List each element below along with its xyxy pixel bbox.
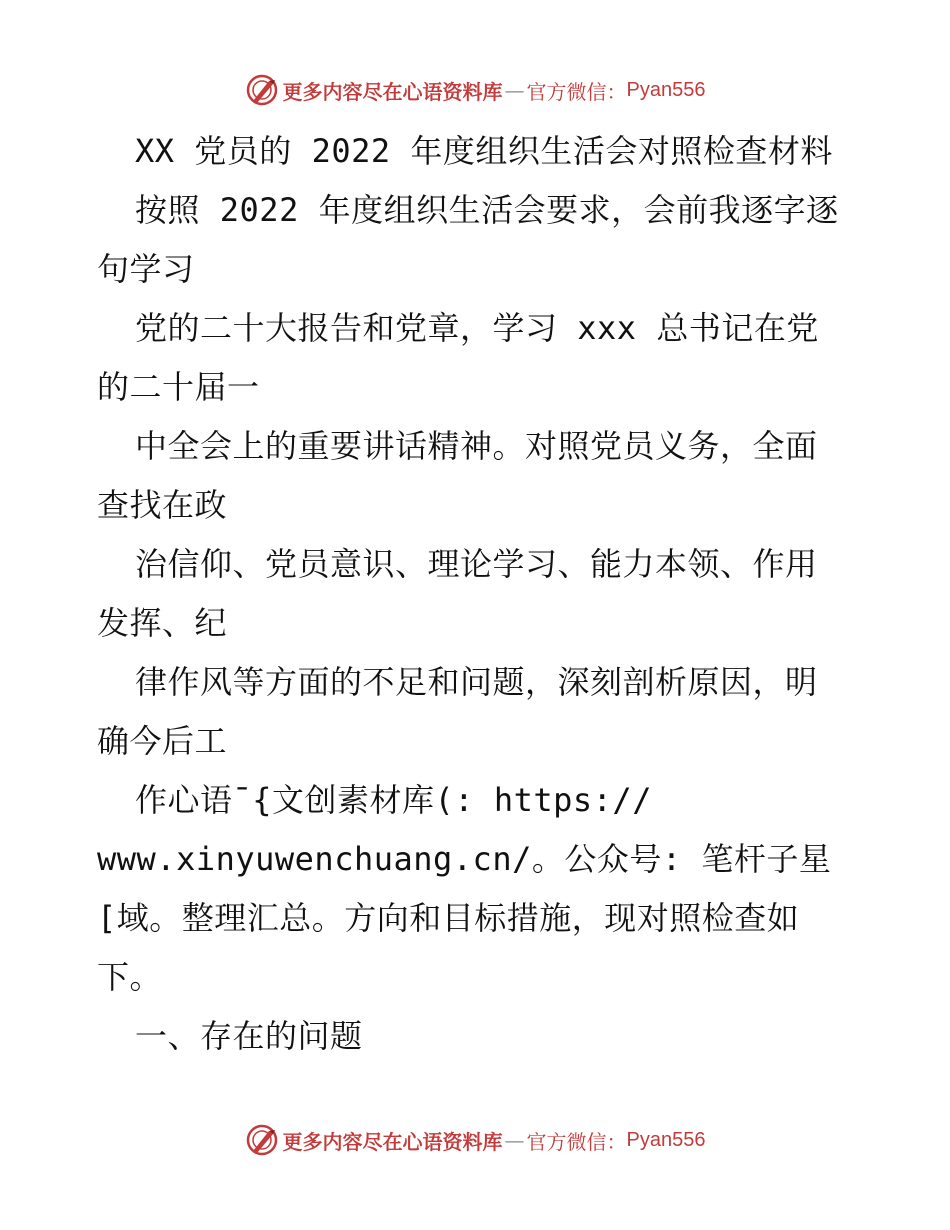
- paragraph-line: 发挥、纪: [97, 604, 228, 642]
- paragraph-line: 律作风等方面的不足和问题，深刻剖析原因，明: [135, 663, 818, 701]
- paragraph-line: 作心语¯{文创素材库(: https://: [135, 781, 652, 819]
- paragraph-line: 的二十届一: [97, 368, 260, 406]
- paragraph-line: 下。: [97, 958, 163, 996]
- document-body: [97, 122, 897, 1066]
- banner-contact-label: 官方微信：: [526, 79, 627, 104]
- banner-contact-id: Pyan556: [626, 1128, 706, 1151]
- paragraph-line: 按照 2022 年度组织生活会要求，会前我逐字逐: [135, 191, 839, 229]
- section-heading: 一、存在的问题: [135, 1017, 363, 1055]
- pen-logo-icon: [245, 73, 279, 107]
- banner-dash: —: [504, 78, 525, 102]
- banner-title: 更多内容尽在心语资料库: [282, 79, 503, 104]
- banner-title: 更多内容尽在心语资料库: [282, 1129, 503, 1154]
- document-title: XX 党员的 2022 年度组织生活会对照检查材料: [135, 132, 833, 170]
- paragraph-line: 查找在政: [97, 486, 228, 524]
- banner-contact-label: 官方微信：: [526, 1129, 627, 1154]
- header-banner: [0, 70, 950, 110]
- banner-contact-id: Pyan556: [626, 78, 706, 101]
- paragraph-line: [域。整理汇总。方向和目标措施，现对照检查如: [97, 899, 800, 937]
- banner-dash: —: [504, 1128, 525, 1152]
- paragraph-line: 党的二十大报告和党章，学习 xxx 总书记在党: [135, 309, 819, 347]
- paragraph-line: 句学习: [97, 250, 195, 288]
- pen-logo-icon: [245, 1123, 279, 1157]
- paragraph-line: 治信仰、党员意识、理论学习、能力本领、作用: [135, 545, 818, 583]
- paragraph-line: 确今后工: [97, 722, 228, 760]
- paragraph-line: www.xinyuwenchuang.cn/。公众号: 笔杆子星: [97, 840, 832, 878]
- footer-banner: [0, 1120, 950, 1160]
- paragraph-line: 中全会上的重要讲话精神。对照党员义务，全面: [135, 427, 818, 465]
